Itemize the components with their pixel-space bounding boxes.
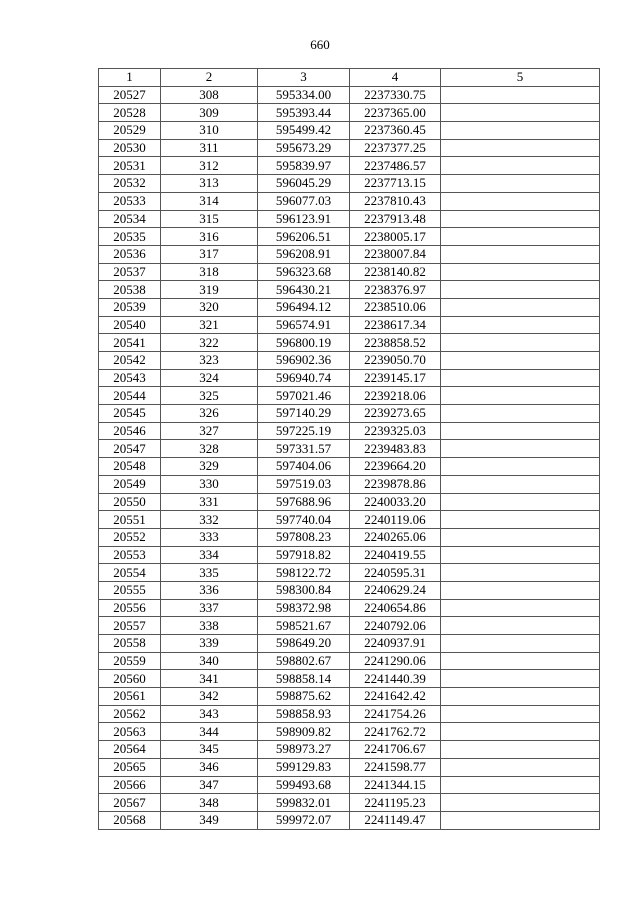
table-cell: 20549: [99, 475, 161, 493]
table-cell: 2238007.84: [350, 245, 441, 263]
table-cell: 338: [161, 617, 258, 635]
table-cell: 2237810.43: [350, 192, 441, 210]
table-row: [99, 475, 600, 493]
table-row: [99, 316, 600, 334]
table-cell: 597331.57: [258, 440, 350, 458]
table-cell: 2239325.03: [350, 422, 441, 440]
table-row: [99, 705, 600, 723]
column-header: 3: [258, 69, 350, 87]
table-cell: 20543: [99, 369, 161, 387]
table-row: [99, 652, 600, 670]
page-number: 660: [310, 37, 330, 52]
table-cell: 326: [161, 405, 258, 423]
table-row: [99, 528, 600, 546]
table-cell: 349: [161, 811, 258, 829]
table-cell: 596430.21: [258, 281, 350, 299]
table-cell: 308: [161, 86, 258, 104]
table-cell: 335: [161, 564, 258, 582]
table-cell: 309: [161, 104, 258, 122]
table-row: [99, 210, 600, 228]
table-row: [99, 387, 600, 405]
table-cell: 599832.01: [258, 794, 350, 812]
table-cell: 2240654.86: [350, 599, 441, 617]
table-cell: [441, 581, 600, 599]
table-cell: 314: [161, 192, 258, 210]
table-cell: 598521.67: [258, 617, 350, 635]
table-cell: 596077.03: [258, 192, 350, 210]
table-cell: 598875.62: [258, 688, 350, 706]
table-cell: 20537: [99, 263, 161, 281]
table-cell: [441, 635, 600, 653]
table-cell: 318: [161, 263, 258, 281]
table-cell: 598649.20: [258, 635, 350, 653]
table-cell: 320: [161, 298, 258, 316]
table-cell: 333: [161, 528, 258, 546]
table-cell: 311: [161, 139, 258, 157]
table-cell: [441, 794, 600, 812]
table-cell: 2241754.26: [350, 705, 441, 723]
table-cell: [441, 741, 600, 759]
table-cell: 2237365.00: [350, 104, 441, 122]
table-cell: 20548: [99, 458, 161, 476]
table-row: [99, 599, 600, 617]
table-cell: 327: [161, 422, 258, 440]
table-cell: 2240119.06: [350, 511, 441, 529]
table-cell: [441, 210, 600, 228]
table-cell: 2238005.17: [350, 228, 441, 246]
table-cell: 2241149.47: [350, 811, 441, 829]
table-row: [99, 564, 600, 582]
table-row: [99, 192, 600, 210]
table-row: [99, 581, 600, 599]
table-cell: 344: [161, 723, 258, 741]
table-cell: [441, 157, 600, 175]
table-cell: 598802.67: [258, 652, 350, 670]
table-cell: 325: [161, 387, 258, 405]
table-cell: 2237360.45: [350, 122, 441, 140]
table-cell: 20555: [99, 581, 161, 599]
table-cell: 20536: [99, 245, 161, 263]
table-cell: 2241195.23: [350, 794, 441, 812]
table-cell: 2239878.86: [350, 475, 441, 493]
table-cell: 20527: [99, 86, 161, 104]
table-cell: 2241762.72: [350, 723, 441, 741]
table-cell: 595673.29: [258, 139, 350, 157]
table-cell: 20532: [99, 175, 161, 193]
table-cell: 323: [161, 352, 258, 370]
table-cell: 595499.42: [258, 122, 350, 140]
table-row: [99, 688, 600, 706]
table-cell: 317: [161, 245, 258, 263]
table-cell: 598909.82: [258, 723, 350, 741]
table-cell: 348: [161, 794, 258, 812]
table-cell: 20534: [99, 210, 161, 228]
table-cell: 599972.07: [258, 811, 350, 829]
table-cell: 2239273.65: [350, 405, 441, 423]
table-cell: 20530: [99, 139, 161, 157]
table-row: [99, 546, 600, 564]
table-cell: [441, 511, 600, 529]
table-cell: [441, 352, 600, 370]
table-cell: [441, 422, 600, 440]
table-cell: [441, 688, 600, 706]
table-cell: [441, 528, 600, 546]
table-header-row: [99, 69, 600, 87]
table-cell: 2241440.39: [350, 670, 441, 688]
table-cell: [441, 228, 600, 246]
table-cell: 341: [161, 670, 258, 688]
table-cell: [441, 758, 600, 776]
table-cell: [441, 281, 600, 299]
table-cell: 596206.51: [258, 228, 350, 246]
table-cell: [441, 139, 600, 157]
table-cell: 2239483.83: [350, 440, 441, 458]
table-row: [99, 228, 600, 246]
table-cell: 2238617.34: [350, 316, 441, 334]
table-cell: 20546: [99, 422, 161, 440]
table-cell: 20544: [99, 387, 161, 405]
table-cell: [441, 705, 600, 723]
coordinates-table: [98, 68, 600, 830]
table-cell: [441, 564, 600, 582]
table-cell: 2240033.20: [350, 493, 441, 511]
table-cell: [441, 334, 600, 352]
table-row: [99, 511, 600, 529]
table-cell: 2238140.82: [350, 263, 441, 281]
table-cell: 598300.84: [258, 581, 350, 599]
table-cell: 20566: [99, 776, 161, 794]
table-cell: 313: [161, 175, 258, 193]
table-cell: 20531: [99, 157, 161, 175]
table-row: [99, 281, 600, 299]
table-cell: 2237486.57: [350, 157, 441, 175]
table-cell: 2241598.77: [350, 758, 441, 776]
table-cell: 598122.72: [258, 564, 350, 582]
table-row: [99, 723, 600, 741]
table-cell: 20568: [99, 811, 161, 829]
table-cell: [441, 245, 600, 263]
table-cell: 599129.83: [258, 758, 350, 776]
table-cell: 2237330.75: [350, 86, 441, 104]
table-cell: 20561: [99, 688, 161, 706]
table-row: [99, 157, 600, 175]
table-row: [99, 794, 600, 812]
table-cell: 597918.82: [258, 546, 350, 564]
table-cell: 20557: [99, 617, 161, 635]
table-cell: 2241290.06: [350, 652, 441, 670]
table-cell: 595334.00: [258, 86, 350, 104]
table-cell: 596902.36: [258, 352, 350, 370]
table-cell: 322: [161, 334, 258, 352]
table-row: [99, 334, 600, 352]
table-cell: 321: [161, 316, 258, 334]
column-header: 2: [161, 69, 258, 87]
table-cell: [441, 440, 600, 458]
table-cell: 2240265.06: [350, 528, 441, 546]
table-body: [99, 86, 600, 829]
table-cell: [441, 458, 600, 476]
table-row: [99, 440, 600, 458]
table-cell: 319: [161, 281, 258, 299]
table-cell: 343: [161, 705, 258, 723]
table-cell: 2238858.52: [350, 334, 441, 352]
table-row: [99, 104, 600, 122]
table-cell: 597808.23: [258, 528, 350, 546]
column-header: 4: [350, 69, 441, 87]
table-cell: [441, 316, 600, 334]
table-row: [99, 670, 600, 688]
table-cell: [441, 298, 600, 316]
table-row: [99, 298, 600, 316]
table-cell: 20533: [99, 192, 161, 210]
table-cell: [441, 652, 600, 670]
table-cell: 20552: [99, 528, 161, 546]
table-cell: 337: [161, 599, 258, 617]
table-cell: 20558: [99, 635, 161, 653]
table-row: [99, 139, 600, 157]
table-cell: 2237713.15: [350, 175, 441, 193]
table-cell: 20550: [99, 493, 161, 511]
table-cell: 2241706.67: [350, 741, 441, 759]
table-cell: 20559: [99, 652, 161, 670]
table-cell: 2240792.06: [350, 617, 441, 635]
table-cell: 596800.19: [258, 334, 350, 352]
column-header: 5: [441, 69, 600, 87]
table-cell: 597688.96: [258, 493, 350, 511]
table-cell: 595393.44: [258, 104, 350, 122]
table-cell: [441, 475, 600, 493]
table-row: [99, 776, 600, 794]
table-cell: [441, 122, 600, 140]
table-cell: [441, 104, 600, 122]
table-cell: 20547: [99, 440, 161, 458]
table-cell: [441, 387, 600, 405]
table-cell: 20529: [99, 122, 161, 140]
table-cell: 596574.91: [258, 316, 350, 334]
table-cell: 596494.12: [258, 298, 350, 316]
table-cell: 2239664.20: [350, 458, 441, 476]
table-cell: 597519.03: [258, 475, 350, 493]
table-row: [99, 352, 600, 370]
table-cell: [441, 617, 600, 635]
table-cell: 598973.27: [258, 741, 350, 759]
table-cell: 597404.06: [258, 458, 350, 476]
table-cell: 331: [161, 493, 258, 511]
table-cell: 2238510.06: [350, 298, 441, 316]
table-cell: [441, 811, 600, 829]
table-cell: 20560: [99, 670, 161, 688]
table-cell: 20553: [99, 546, 161, 564]
table-cell: 598372.98: [258, 599, 350, 617]
table-cell: 20564: [99, 741, 161, 759]
table-cell: 596940.74: [258, 369, 350, 387]
table-row: [99, 422, 600, 440]
table-cell: 20539: [99, 298, 161, 316]
table-cell: [441, 192, 600, 210]
table-cell: [441, 493, 600, 511]
table-cell: [441, 776, 600, 794]
table-cell: 598858.14: [258, 670, 350, 688]
table-cell: 20563: [99, 723, 161, 741]
table-cell: 315: [161, 210, 258, 228]
table-cell: [441, 546, 600, 564]
table-cell: [441, 405, 600, 423]
table-row: [99, 245, 600, 263]
table-cell: 20528: [99, 104, 161, 122]
table-cell: 596045.29: [258, 175, 350, 193]
table-cell: 2240595.31: [350, 564, 441, 582]
table-cell: [441, 723, 600, 741]
table-cell: 2239050.70: [350, 352, 441, 370]
table-cell: 20554: [99, 564, 161, 582]
table-cell: 2240419.55: [350, 546, 441, 564]
table-row: [99, 758, 600, 776]
table-cell: 2237913.48: [350, 210, 441, 228]
table-cell: 330: [161, 475, 258, 493]
table-cell: 2240629.24: [350, 581, 441, 599]
table-row: [99, 405, 600, 423]
table-cell: 310: [161, 122, 258, 140]
table-cell: 316: [161, 228, 258, 246]
table-cell: 20538: [99, 281, 161, 299]
table-cell: 20540: [99, 316, 161, 334]
table-cell: [441, 369, 600, 387]
table-cell: 20567: [99, 794, 161, 812]
table-row: [99, 263, 600, 281]
table-cell: 596323.68: [258, 263, 350, 281]
table-row: [99, 493, 600, 511]
table-cell: 340: [161, 652, 258, 670]
table-row: [99, 122, 600, 140]
table-cell: 597021.46: [258, 387, 350, 405]
table-row: [99, 86, 600, 104]
table-cell: 20535: [99, 228, 161, 246]
table-cell: 20542: [99, 352, 161, 370]
table-cell: 345: [161, 741, 258, 759]
table-cell: 336: [161, 581, 258, 599]
table-cell: 2241344.15: [350, 776, 441, 794]
table-cell: 2238376.97: [350, 281, 441, 299]
table-cell: 2239145.17: [350, 369, 441, 387]
table-cell: 2241642.42: [350, 688, 441, 706]
table-cell: 332: [161, 511, 258, 529]
table-cell: 597225.19: [258, 422, 350, 440]
table-cell: 329: [161, 458, 258, 476]
table-row: [99, 811, 600, 829]
table-row: [99, 458, 600, 476]
table-cell: 324: [161, 369, 258, 387]
table-cell: 20545: [99, 405, 161, 423]
table-cell: [441, 670, 600, 688]
table-cell: 339: [161, 635, 258, 653]
table-cell: 328: [161, 440, 258, 458]
table-cell: [441, 599, 600, 617]
table-cell: 599493.68: [258, 776, 350, 794]
table-cell: 347: [161, 776, 258, 794]
table-cell: 20551: [99, 511, 161, 529]
table-cell: 597740.04: [258, 511, 350, 529]
table-cell: 20541: [99, 334, 161, 352]
table-row: [99, 175, 600, 193]
table-cell: 595839.97: [258, 157, 350, 175]
table-cell: [441, 263, 600, 281]
table-cell: 2240937.91: [350, 635, 441, 653]
table-cell: 2239218.06: [350, 387, 441, 405]
table-row: [99, 741, 600, 759]
table-cell: 597140.29: [258, 405, 350, 423]
table-cell: 596208.91: [258, 245, 350, 263]
table-cell: 2237377.25: [350, 139, 441, 157]
table-cell: [441, 175, 600, 193]
table-cell: 20562: [99, 705, 161, 723]
table-cell: 20556: [99, 599, 161, 617]
table-cell: [441, 86, 600, 104]
table-cell: 312: [161, 157, 258, 175]
table-cell: 596123.91: [258, 210, 350, 228]
table-cell: 598858.93: [258, 705, 350, 723]
table-row: [99, 369, 600, 387]
table-cell: 20565: [99, 758, 161, 776]
column-header: 1: [99, 69, 161, 87]
table-cell: 334: [161, 546, 258, 564]
table-cell: 342: [161, 688, 258, 706]
table-cell: 346: [161, 758, 258, 776]
table-row: [99, 635, 600, 653]
table-row: [99, 617, 600, 635]
